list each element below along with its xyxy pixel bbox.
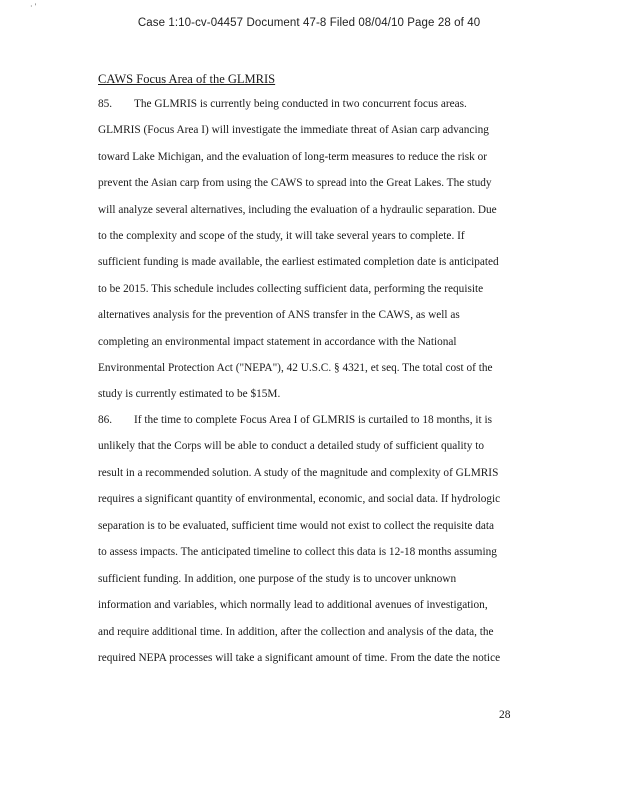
text-line: sufficient funding is made available, the earliest estimated completion date is anticipated bbox=[98, 256, 499, 268]
text-line: unlikely that the Corps will be able to conduct a detailed study of sufficient quality to bbox=[98, 440, 484, 452]
text-line: prevent the Asian carp from using the CAWS to spread into the Great Lakes. The study bbox=[98, 177, 492, 189]
paragraph-86-first-line bbox=[98, 413, 492, 427]
text-line: required NEPA processes will take a significant amount of time. From the date the notice bbox=[98, 652, 501, 664]
text-line: information and variables, which normally lead to additional avenues of investigation, bbox=[98, 599, 488, 611]
text-line: completing an environmental impact statement in accordance with the National bbox=[98, 336, 457, 348]
paragraph-85-first-line bbox=[98, 97, 467, 111]
text-line: to assess impacts. The anticipated timeline to collect this data is 12-18 months assuming bbox=[98, 546, 497, 558]
text-line: GLMRIS (Focus Area I) will investigate the immediate threat of Asian carp advancing bbox=[98, 124, 489, 136]
text-line: and require additional time. In addition, after the collection and analysis of the data, the bbox=[98, 626, 494, 638]
section-title: CAWS Focus Area of the GLMRIS bbox=[98, 72, 276, 86]
text-line: sufficient funding. In addition, one purpose of the study is to uncover unknown bbox=[98, 573, 457, 585]
case-header: Case 1:10-cv-04457 Document 47-8 Filed 08/04/10 Page 28 of 40 bbox=[137, 17, 481, 29]
text-line: alternatives analysis for the prevention of ANS transfer in the CAWS, as well as bbox=[98, 309, 460, 321]
text-line: separation is to be evaluated, sufficient time would not exist to collect the requisite data bbox=[98, 520, 495, 532]
text-line: requires a significant quantity of environmental, economic, and social data. If hydrologic bbox=[98, 493, 501, 505]
text-line: toward Lake Michigan, and the evaluation of long-term measures to reduce the risk or bbox=[98, 151, 487, 163]
text-line: to be 2015. This schedule includes collecting sufficient data, performing the requisite bbox=[98, 283, 484, 295]
text-line: will analyze several alternatives, including the evaluation of a hydraulic separation. Due bbox=[98, 204, 497, 216]
text-line: The GLMRIS is currently being conducted in two concurrent focus areas. bbox=[134, 98, 467, 110]
paragraph-number: 86. bbox=[98, 414, 113, 426]
text-line: to the complexity and scope of the study, it will take several years to complete. If bbox=[98, 230, 465, 242]
text-line: If the time to complete Focus Area I of GLMRIS is curtailed to 18 months, it is bbox=[134, 414, 492, 426]
scan-specks: · ' bbox=[30, 2, 37, 11]
page-number: 28 bbox=[499, 709, 511, 721]
text-line: result in a recommended solution. A study of the magnitude and complexity of GLMRIS bbox=[98, 467, 499, 479]
text-line: Environmental Protection Act ("NEPA"), 42 U.S.C. § 4321, et seq. The total cost of the bbox=[98, 362, 493, 374]
text-line: study is currently estimated to be $15M. bbox=[98, 388, 281, 400]
paragraph-number: 85. bbox=[98, 98, 113, 110]
